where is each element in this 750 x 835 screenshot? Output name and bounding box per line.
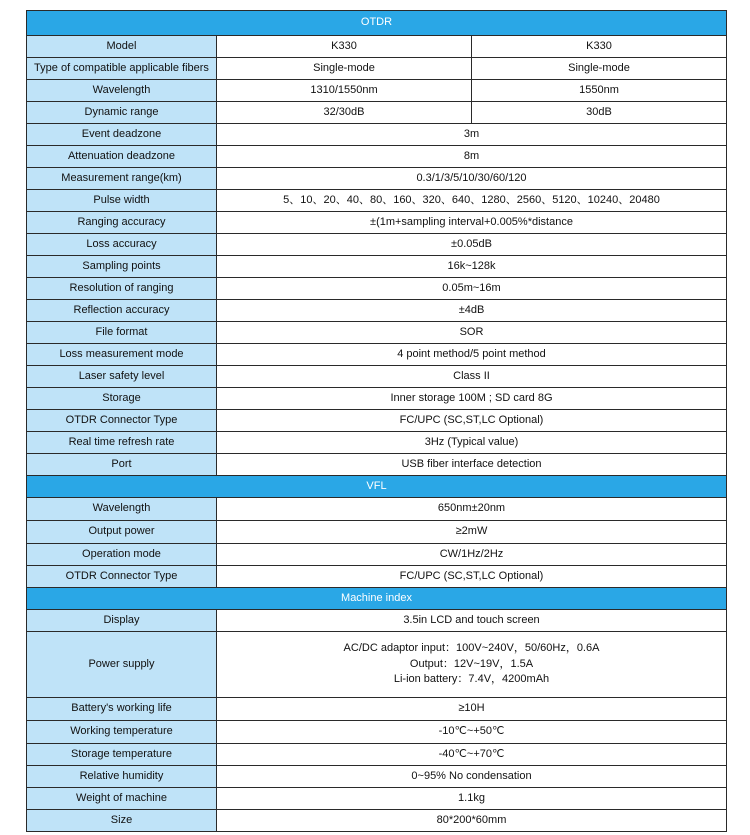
table-row xyxy=(27,80,727,102)
row-label: Port xyxy=(27,454,217,476)
row-label: Measurement range(km) xyxy=(27,168,217,190)
row-value: USB fiber interface detection xyxy=(217,454,727,476)
table-row xyxy=(27,190,727,212)
table-row xyxy=(27,212,727,234)
section-header-machine xyxy=(27,588,727,610)
row-label: Type of compatible applicable fibers xyxy=(27,58,217,80)
table-row xyxy=(27,544,727,566)
row-value: ±0.05dB xyxy=(217,234,727,256)
row-value: FC/UPC (SC,ST,LC Optional) xyxy=(217,566,727,588)
table-row xyxy=(27,498,727,521)
row-value: ≥10H xyxy=(217,698,727,721)
power-line: Li-ion battery：7.4V，4200mAh xyxy=(393,673,550,686)
table-row xyxy=(27,566,727,588)
row-label: Weight of machine xyxy=(27,788,217,810)
table-row xyxy=(27,432,727,454)
row-label: Power supply xyxy=(27,632,217,698)
table-row xyxy=(27,256,727,278)
row-label: Event deadzone xyxy=(27,124,217,146)
row-value: 80*200*60mm xyxy=(217,810,727,832)
row-label: Dynamic range xyxy=(27,102,217,124)
table-row xyxy=(27,454,727,476)
table-row xyxy=(27,322,727,344)
row-label: Display xyxy=(27,610,217,632)
row-value: CW/1Hz/2Hz xyxy=(217,544,727,566)
table-row xyxy=(27,344,727,366)
row-label: Loss measurement mode xyxy=(27,344,217,366)
table-row xyxy=(27,698,727,721)
row-label: Sampling points xyxy=(27,256,217,278)
table-row xyxy=(27,766,727,788)
row-value: -10℃~+50℃ xyxy=(217,721,727,744)
row-label: Pulse width xyxy=(27,190,217,212)
row-value: Single-mode xyxy=(217,58,472,80)
row-value: SOR xyxy=(217,322,727,344)
row-label: Working temperature xyxy=(27,721,217,744)
row-value: ±(1m+sampling interval+0.005%*distance xyxy=(217,212,727,234)
row-value: 650nm±20nm xyxy=(217,498,727,521)
row-label: OTDR Connector Type xyxy=(27,566,217,588)
row-value: 16k~128k xyxy=(217,256,727,278)
table-row xyxy=(27,146,727,168)
section-title-otdr: OTDR xyxy=(27,11,727,36)
row-value: K330 xyxy=(217,36,472,58)
section-title-vfl: VFL xyxy=(27,476,727,498)
row-value: 3Hz (Typical value) xyxy=(217,432,727,454)
row-value: 0.3/1/3/5/10/30/60/120 xyxy=(217,168,727,190)
power-line: AC/DC adaptor input：100V~240V，50/60Hz，0.6A xyxy=(343,641,600,654)
table-row xyxy=(27,124,727,146)
row-label: File format xyxy=(27,322,217,344)
row-value: FC/UPC (SC,ST,LC Optional) xyxy=(217,410,727,432)
row-value: 5、10、20、40、80、160、320、640、1280、2560、5120、10240、20480 xyxy=(217,190,727,212)
table-row xyxy=(27,388,727,410)
row-value: 0~95% No condensation xyxy=(217,766,727,788)
table-row xyxy=(27,58,727,80)
section-header-vfl xyxy=(27,476,727,498)
table-row xyxy=(27,810,727,832)
row-label: Model xyxy=(27,36,217,58)
row-value: ±4dB xyxy=(217,300,727,322)
row-label: OTDR Connector Type xyxy=(27,410,217,432)
section-title-machine: Machine index xyxy=(27,588,727,610)
row-label: Loss accuracy xyxy=(27,234,217,256)
row-label: Storage xyxy=(27,388,217,410)
row-label: Battery's working life xyxy=(27,698,217,721)
row-value: Inner storage 100M ; SD card 8G xyxy=(217,388,727,410)
row-label: Real time refresh rate xyxy=(27,432,217,454)
table-row xyxy=(27,788,727,810)
row-value: 8m xyxy=(217,146,727,168)
power-line: Output：12V~19V，1.5A xyxy=(409,657,534,670)
table-row xyxy=(27,36,727,58)
table-row xyxy=(27,234,727,256)
table-row xyxy=(27,610,727,632)
row-label: Wavelength xyxy=(27,80,217,102)
row-value: 1.1kg xyxy=(217,788,727,810)
power-supply-lines xyxy=(217,632,727,698)
table-row xyxy=(27,168,727,190)
row-value: K330 xyxy=(472,36,727,58)
row-label: Reflection accuracy xyxy=(27,300,217,322)
table-row xyxy=(27,366,727,388)
row-label: Wavelength xyxy=(27,498,217,521)
table-row xyxy=(27,721,727,744)
row-label: Output power xyxy=(27,521,217,544)
row-label: Ranging accuracy xyxy=(27,212,217,234)
table-row xyxy=(27,102,727,124)
table-row xyxy=(27,410,727,432)
row-label: Size xyxy=(27,810,217,832)
row-value: 3m xyxy=(217,124,727,146)
table-row xyxy=(27,521,727,544)
row-value: Single-mode xyxy=(472,58,727,80)
table-row-power-supply xyxy=(27,632,727,698)
row-label: Relative humidity xyxy=(27,766,217,788)
row-value: 4 point method/5 point method xyxy=(217,344,727,366)
table-row xyxy=(27,278,727,300)
spec-table xyxy=(26,10,727,832)
row-label: Attenuation deadzone xyxy=(27,146,217,168)
row-value: 30dB xyxy=(472,102,727,124)
table-row xyxy=(27,744,727,766)
row-value: 32/30dB xyxy=(217,102,472,124)
table-row xyxy=(27,300,727,322)
row-label: Operation mode xyxy=(27,544,217,566)
row-label: Resolution of ranging xyxy=(27,278,217,300)
row-value: ≥2mW xyxy=(217,521,727,544)
row-value: 1310/1550nm xyxy=(217,80,472,102)
row-value: 3.5in LCD and touch screen xyxy=(217,610,727,632)
row-label: Laser safety level xyxy=(27,366,217,388)
row-value: 0.05m~16m xyxy=(217,278,727,300)
row-value: -40℃~+70℃ xyxy=(217,744,727,766)
row-label: Storage temperature xyxy=(27,744,217,766)
row-value: Class II xyxy=(217,366,727,388)
section-header-otdr xyxy=(27,11,727,36)
row-value: 1550nm xyxy=(472,80,727,102)
